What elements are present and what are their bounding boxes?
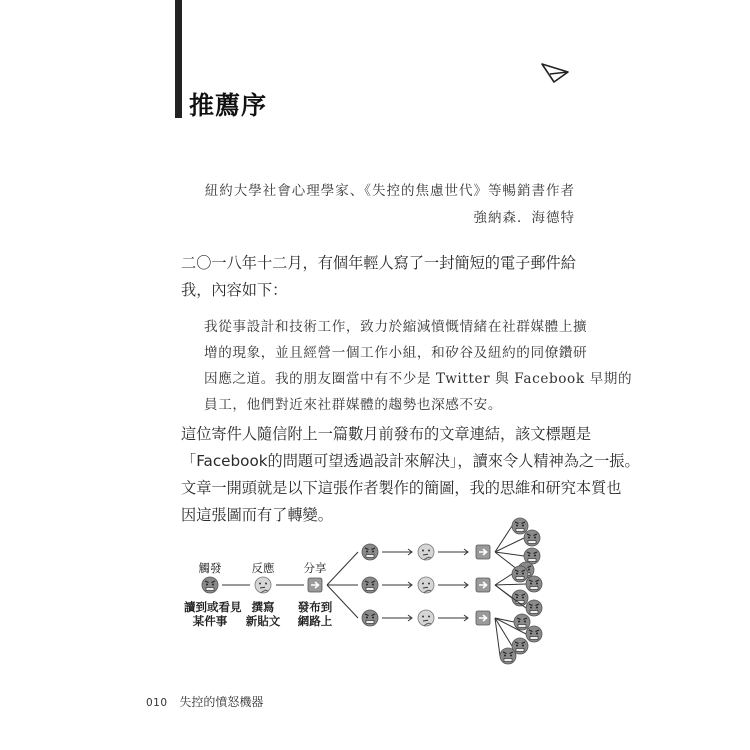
angry-face-icon bbox=[362, 544, 378, 560]
stage-title-trigger: 觸發 bbox=[198, 561, 222, 575]
angry-face-icon bbox=[362, 610, 378, 626]
author-name: 強納森．海德特 bbox=[473, 210, 575, 226]
outrage-cycle-diagram bbox=[184, 512, 570, 672]
connector-line bbox=[327, 552, 358, 585]
angry-face-icon bbox=[512, 566, 528, 582]
share-arrow-icon bbox=[476, 578, 490, 592]
thinking-face-icon bbox=[418, 610, 434, 626]
thinking-face-icon bbox=[418, 577, 434, 593]
paragraph-line: 因這張圖而有了轉變。 bbox=[181, 506, 333, 524]
angry-face-icon bbox=[524, 530, 540, 546]
share-arrow-icon bbox=[308, 578, 322, 592]
angry-face-icon bbox=[526, 600, 542, 616]
quote-line: 我從事設計和技術工作，致力於縮減憤慨情緒在社群媒體上擴 bbox=[204, 319, 588, 335]
author-credit: 紐約大學社會心理學家、《失控的焦慮世代》等暢銷書作者 bbox=[204, 183, 575, 199]
paragraph-line: 「Facebook的問題可望透過設計來解決」，讀來令人精神為之一振。 bbox=[181, 452, 640, 470]
caption-line: 撰寫 bbox=[251, 600, 275, 614]
connector-line bbox=[495, 574, 512, 585]
paragraph-line: 文章一開頭就是以下這張作者製作的簡圖，我的思維和研究本質也 bbox=[181, 479, 622, 497]
paper-plane-icon bbox=[540, 62, 570, 84]
page-footer bbox=[146, 693, 263, 710]
quote-line: 增的現象，並且經營一個工作小組，和矽谷及紐約的同僚鑽研 bbox=[204, 345, 588, 361]
angry-face-icon bbox=[526, 576, 542, 592]
angry-face-icon bbox=[512, 518, 528, 534]
caption-line: 新貼文 bbox=[245, 614, 281, 628]
caption-line: 讀到或看見 bbox=[184, 600, 242, 614]
email-quote bbox=[204, 314, 633, 418]
diagram-graphic bbox=[190, 512, 570, 672]
paragraph-line: 我，內容如下： bbox=[181, 281, 288, 299]
angry-face-icon bbox=[514, 614, 530, 630]
thinking-face-icon bbox=[255, 577, 271, 593]
paragraph-line: 二〇一八年十二月，有個年輕人寫了一封簡短的電子郵件給 bbox=[181, 254, 576, 272]
stage-title-share: 分享 bbox=[303, 561, 327, 575]
angry-face-icon bbox=[524, 548, 540, 564]
chapter-title: 推薦序 bbox=[189, 91, 268, 120]
angry-face-icon bbox=[500, 648, 516, 664]
paragraph-intro bbox=[181, 250, 576, 304]
share-arrow-icon bbox=[476, 611, 490, 625]
angry-face-icon bbox=[202, 577, 218, 593]
chapter-bar bbox=[175, 0, 182, 118]
paragraph-line: 這位寄件人隨信附上一篇數月前發布的文章連結，該文標題是 bbox=[181, 425, 592, 443]
quote-line: 因應之道。我的朋友圈當中有不少是 Twitter 與 Facebook 早期的 bbox=[204, 371, 633, 387]
caption-line: 網路上 bbox=[297, 614, 333, 628]
share-arrow-icon bbox=[476, 545, 490, 559]
quote-line: 員工，他們對近來社群媒體的趨勢也深感不安。 bbox=[204, 397, 503, 413]
caption-line: 某件事 bbox=[192, 614, 228, 628]
connector-line bbox=[495, 584, 526, 585]
caption-line: 發布到 bbox=[297, 600, 333, 614]
angry-face-icon bbox=[526, 626, 542, 642]
thinking-face-icon bbox=[418, 544, 434, 560]
stage-title-react: 反應 bbox=[251, 561, 275, 575]
connector-line bbox=[495, 618, 500, 656]
page-number: 010 bbox=[146, 697, 168, 709]
book-title: 失控的憤怒機器 bbox=[179, 695, 264, 709]
connector-line bbox=[327, 585, 358, 618]
angry-face-icon bbox=[362, 577, 378, 593]
